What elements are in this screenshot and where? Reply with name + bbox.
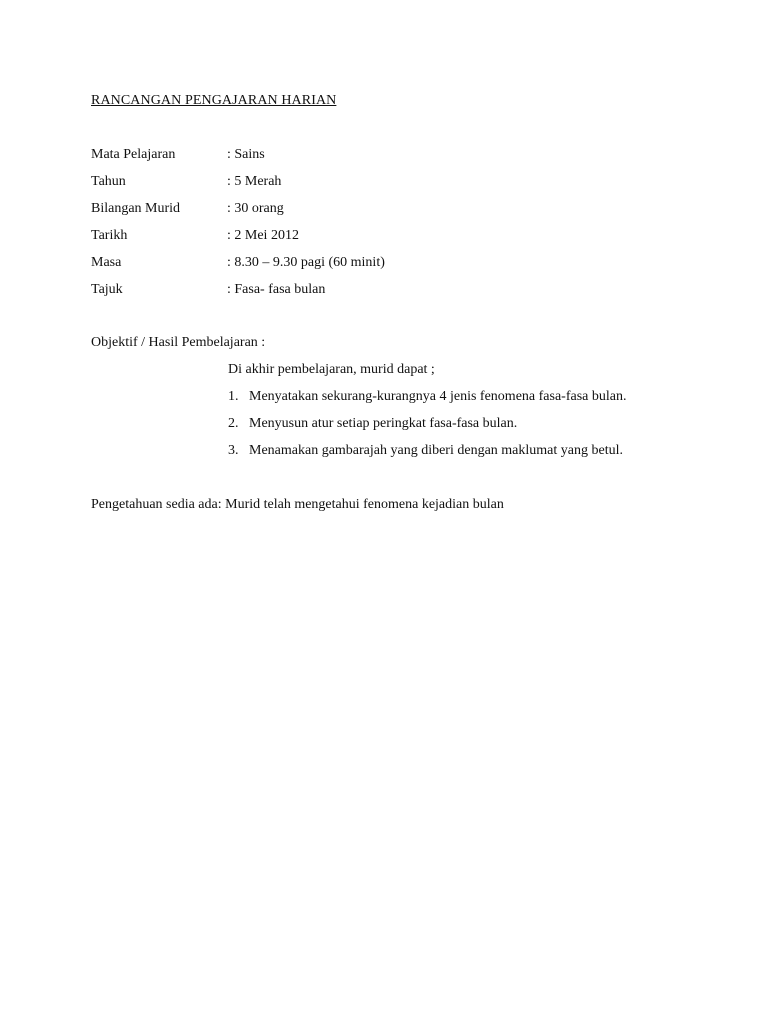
objective-number: 2. <box>228 416 239 431</box>
info-label: Tajuk <box>91 282 123 297</box>
objective-item: Menyusun atur setiap peringkat fasa-fasa bulan. <box>249 416 518 431</box>
objective-item: Menamakan gambarajah yang diberi dengan maklumat yang betul. <box>249 443 623 458</box>
objective-number: 1. <box>228 389 239 404</box>
objective-intro: Di akhir pembelajaran, murid dapat ; <box>228 362 435 377</box>
info-value: : Sains <box>227 147 265 162</box>
info-value: : Fasa- fasa bulan <box>227 282 326 297</box>
info-label: Mata Pelajaran <box>91 147 176 162</box>
info-value: : 30 orang <box>227 201 284 216</box>
info-label: Tahun <box>91 174 126 189</box>
document-title: RANCANGAN PENGAJARAN HARIAN <box>91 93 337 108</box>
info-label: Bilangan Murid <box>91 201 181 216</box>
objective-heading: Objektif / Hasil Pembelajaran : <box>91 335 266 350</box>
prior-knowledge: Pengetahuan sedia ada: Murid telah mengetahui fenomena kejadian bulan <box>91 497 504 512</box>
objective-item: Menyatakan sekurang-kurangnya 4 jenis fenomena fasa-fasa bulan. <box>249 389 627 404</box>
info-value: : 2 Mei 2012 <box>227 228 299 243</box>
info-label: Tarikh <box>91 228 128 243</box>
objective-number: 3. <box>228 443 239 458</box>
info-value: : 5 Merah <box>227 174 282 189</box>
info-value: : 8.30 – 9.30 pagi (60 minit) <box>227 255 385 270</box>
info-label: Masa <box>91 255 122 270</box>
